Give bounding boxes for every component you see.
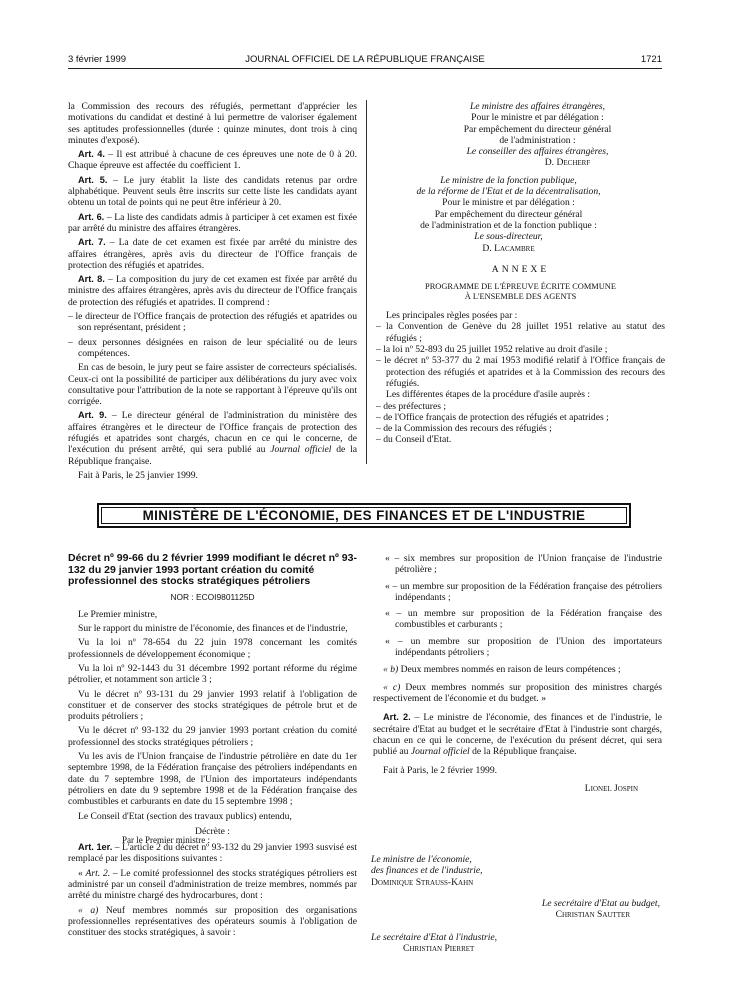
bottom-left-column	[68, 553, 357, 942]
list-item: « – un membre sur proposition de la Fédération française des combustibles et carburants ;	[385, 608, 662, 631]
programme-subtitle: À L'ENSEMBLE DES AGENTS	[464, 292, 577, 302]
list-item: – de la Commission des recours des réfugiés ;	[376, 423, 552, 435]
article-4: Art. 4. – Il est attribué à chacune de ces épreuves une note de 0 à 20. Chaque épreuve est affectée du coefficient 1.	[68, 149, 357, 172]
signature-block: Le ministre de l'économie, des finances et de l'industrie, Dominique Strauss-Kahn	[371, 854, 531, 888]
paragraph: la Commission des recours des réfugiés, permettant d'apprécier les motivations du candidat et destiné à lui permettre de valoriser également ses aptitudes professionnelles (durée : quinze minutes, dont trois à cinq minutes d'exposé).	[68, 101, 357, 146]
programme-title: PROGRAMME DE L'ÉPREUVE ÉCRITE COMMUNE	[425, 282, 616, 292]
signature-block: Le ministre des affaires étrangères, Pour le ministre et par délégation : Par empêchement du directeur général de l'administration : Le conseiller des affaires étrangères, D. Decherf	[376, 101, 665, 169]
list-item: – le décret nº 53-377 du 2 mai 1953 modifié relatif à l'Office français de protection des réfugiés et apatrides et à la Commission des recours des réfugiés.	[376, 355, 665, 389]
paragraph: En cas de besoin, le jury peut se faire assister de correcteurs spécialisés. Ceux-ci ont la possibilité de participer aux délibérations du jury avec voix consultative pour l'attribution de la note se rapportant à l'épreuve qu'ils ont corrigée.	[68, 362, 357, 408]
column-divider	[366, 100, 367, 464]
list-item: – le directeur de l'Office français de protection des réfugiés et apatrides ou son représentant, président ;	[68, 311, 357, 334]
article-2: Art. 2. – Le ministre de l'économie, des finances et de l'industrie, le secrétaire d'Etat au budget et le secrétaire d'Etat à l'industrie sont chargés, chacun en ce qui le concerne, de l'exécution du présent décret, qui sera publié au Journal officiel de la République française.	[373, 712, 662, 758]
signature-block: Le ministre de la fonction publique, de la réforme de l'Etat et de la décentralisation, Pour le ministre et par délégation : Par empêchement du directeur général de l'administration et de la fonction publique : Le sous-directeur, D. Lacambre	[376, 175, 665, 254]
article-label: Art. 7.	[78, 237, 106, 248]
paragraph: Vu le décret nº 93-131 du 29 janvier 1993 relatif à l'obligation de constituer et de conserver des stocks stratégiques de pétrole brut et de produits pétroliers ;	[68, 688, 357, 723]
top-left-column	[68, 101, 357, 484]
list-item: – des préfectures ;	[376, 400, 447, 412]
annexe-title: ANNEXE	[491, 263, 550, 275]
list-item: « – six membres sur proposition de l'Union française de l'industrie pétrolière ;	[385, 553, 662, 576]
article-2-quoted: « Art. 2. – Le comité professionnel des stocks stratégiques pétroliers est administré par un conseil d'administration de treize membres, nommés par arrêté du ministre chargé des hydrocarbures, dont :	[68, 867, 357, 902]
article-label: Art. 4.	[78, 149, 105, 160]
signatory-name: Christian Pierret	[403, 943, 475, 955]
nor-reference: NOR : ECOI9801125D	[170, 591, 255, 602]
paragraph: Le Conseil d'Etat (section des travaux publics) entendu,	[78, 810, 292, 822]
paragraph: Le Premier ministre,	[78, 608, 158, 620]
list-item: – de l'Office français de protection des réfugiés et apatrides ;	[376, 411, 609, 423]
article-5: Art. 5. – Le jury établit la liste des candidats retenus par ordre alphabétique. Peuvent seuls être inscrits sur cette liste les candidats ayant obtenu un total de points qui ne peut être inférieur à 20.	[68, 174, 357, 209]
signatory-name: D. Decherf	[544, 157, 591, 169]
signatory-name: Dominique Strauss-Kahn	[371, 876, 474, 888]
header-date: 3 février 1999	[68, 54, 127, 65]
article-8: Art. 8. – La composition du jury de cet examen est fixée par arrêté du ministre des affaires étrangères, après avis du directeur de l'Office français de protection des réfugiés et apatrides. Il comprend :	[68, 274, 357, 308]
paragraph: Les principales règles posées par :	[386, 310, 518, 322]
header-journal-title: JOURNAL OFFICIEL DE LA RÉPUBLIQUE FRANÇAISE	[245, 54, 485, 65]
decrete: Décrète :	[195, 825, 230, 837]
header-page-number: 1721	[640, 54, 662, 65]
signature-block	[100, 835, 340, 846]
signatory-name: D. Lacambre	[482, 242, 535, 254]
article-label: Art. 2.	[85, 867, 111, 879]
paragraph: Vu la loi nº 92-1443 du 31 décembre 1992 portant réforme du régime pétrolier, et notamment son article 3 ;	[68, 662, 357, 686]
article-label: Art. 2.	[383, 712, 411, 723]
par-premier-ministre: Par le Premier ministre :	[122, 835, 210, 845]
article-label: Art. 5.	[78, 174, 108, 185]
article-6: Art. 6. – La liste des candidats admis à participer à cet examen est fixée par arrêté du ministre des affaires étrangères.	[68, 211, 357, 234]
signature-block: Le secrétaire d'Etat à l'industrie, Christian Pierret	[371, 932, 571, 955]
signatory-name: Lionel Jospin	[584, 782, 638, 794]
page-header	[68, 54, 662, 68]
fait-a-paris: Fait à Paris, le 25 janvier 1999.	[78, 469, 198, 481]
article-label: Art. 1er.	[78, 842, 113, 853]
list-item: – la loi nº 52-893 du 25 juillet 1952 relative au droit d'asile ;	[376, 344, 608, 356]
article-9: Art. 9. – Le directeur général de l'administration du ministère des affaires étrangères et le directeur de l'Office français de protection des réfugiés et apatrides sont chargés, chacun en ce qui le concerne, de l'exécution du présent arrêté, qui sera publié au Journal officiel de la République française.	[68, 410, 357, 467]
paragraph: Vu les avis de l'Union française de l'industrie pétrolière en date du 1er septembre 1998, de la Fédération française des pétroliers indépendants en date du 7 septembre 1998, de l'Union des importateurs indépendants pétroliers en date du 9 septembre 1998 et de la Fédération française des combustibles et carburants en date du 15 septembre 1998 ;	[68, 751, 357, 808]
signature-block: Le secrétaire d'Etat au budget, Christian Sautter	[470, 898, 660, 921]
paragraph: « c) Deux membres nommés sur proposition des ministres chargés respectivement de l'économie et du budget. »	[373, 681, 662, 704]
paragraph: « b) Deux membres nommés en raison de leurs compétences ;	[383, 664, 621, 676]
list-item: « – un membre sur proposition de l'Union des importateurs indépendants pétroliers ;	[385, 635, 662, 659]
article-1: Art. 1er. – L'article 2 du décret nº 93-132 du 29 janvier 1993 susvisé est remplacé par les dispositions suivantes :	[68, 842, 357, 865]
article-label: Art. 9.	[78, 410, 107, 421]
article-label: Art. 6.	[78, 211, 105, 222]
header-rule	[68, 68, 662, 69]
list-item: « – un membre sur proposition de la Fédération française des pétroliers indépendants ;	[385, 580, 662, 603]
bottom-right-column	[373, 553, 662, 799]
paragraph: « a) Neuf membres nommés sur proposition des organisations professionnelles représentatives des opérateurs soumis à l'obligation de constituer des stocks stratégiques, à savoir :	[68, 904, 357, 939]
decret-title: Décret nº 99-66 du 2 février 1999 modifiant le décret nº 93-132 du 29 janvier 1993 portant création du comité professionnel des stocks stratégiques pétroliers	[68, 552, 357, 587]
list-item: – la Convention de Genève du 28 juillet 1951 relative au statut des réfugiés ;	[376, 321, 665, 344]
list-item: – du Conseil d'Etat.	[376, 434, 452, 446]
signatory-name: Christian Sautter	[555, 909, 630, 921]
top-right-column	[376, 101, 665, 446]
article-7: Art. 7. – La date de cet examen est fixée par arrêté du ministre des affaires étrangères, après avis du directeur de l'Office français de protection des réfugiés et apatrides.	[68, 237, 357, 271]
ministry-banner	[97, 503, 631, 528]
paragraph: Vu la loi nº 78-654 du 22 juin 1978 concernant les comités professionnels de développement économique ;	[68, 637, 357, 660]
list-item: – deux personnes désignées en raison de leur spécialité ou de leurs compétences.	[68, 336, 357, 359]
paragraph: Sur le rapport du ministre de l'économie, des finances et de l'industrie,	[78, 623, 348, 635]
fait-a-paris: Fait à Paris, le 2 février 1999.	[383, 765, 498, 777]
article-label: Art. 8.	[78, 274, 105, 285]
paragraph: Les différentes étapes de la procédure d'asile auprès :	[386, 389, 590, 401]
ministry-title: MINISTÈRE DE L'ÉCONOMIE, DES FINANCES ET DE L'INDUSTRIE	[142, 507, 586, 523]
paragraph: Vu le décret nº 93-132 du 29 janvier 1993 portant création du comité professionnel des stocks stratégiques pétroliers ;	[68, 725, 357, 748]
